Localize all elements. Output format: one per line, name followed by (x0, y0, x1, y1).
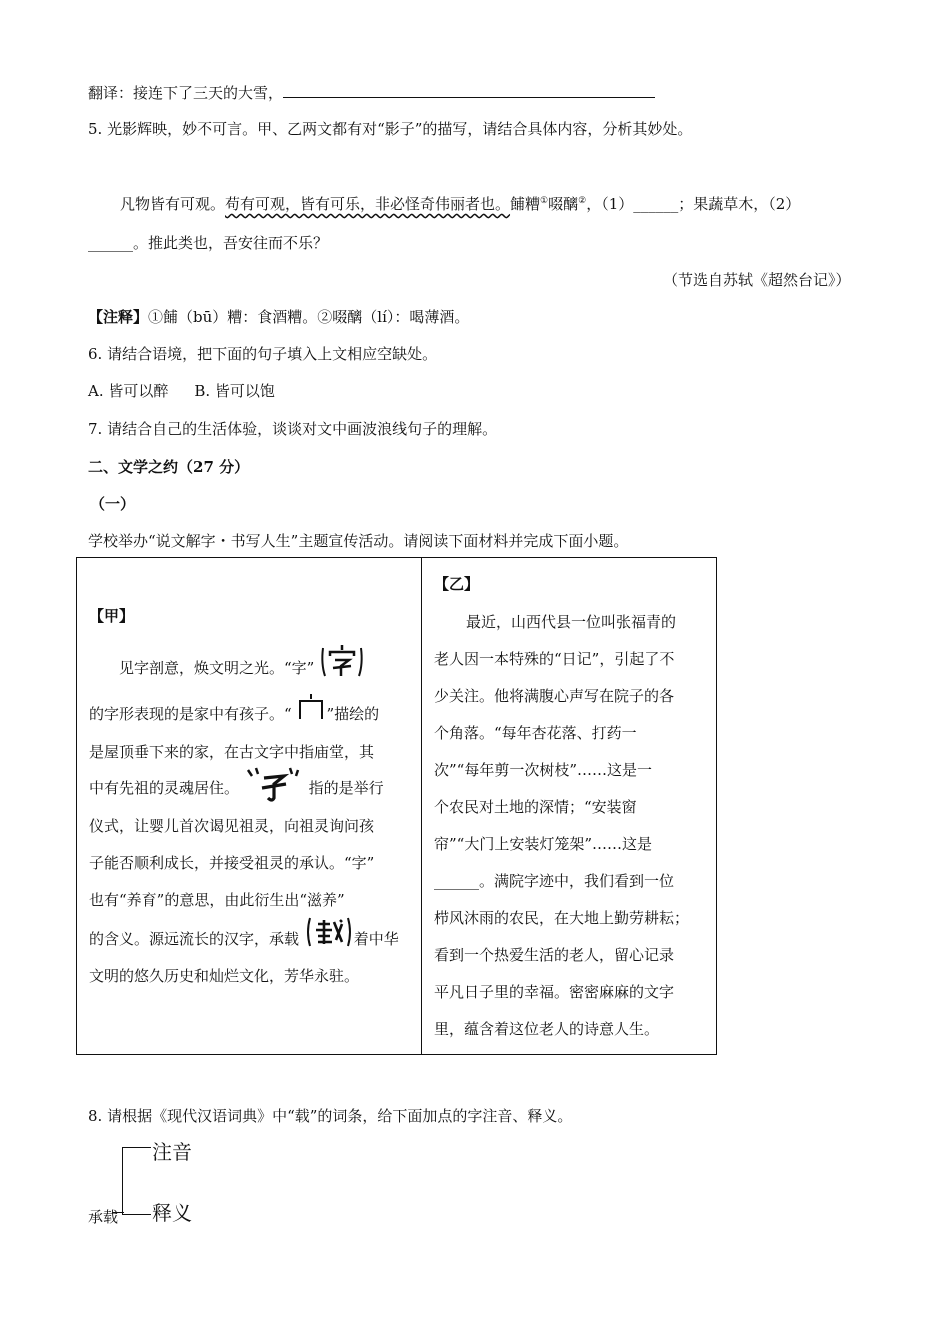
ancient-mian-roof-icon (296, 693, 326, 721)
jia-text-2: 的字形表现的是家中有孩子。“ (89, 705, 292, 723)
question-7: 7. 请结合自己的生活体验，谈谈对文中画波浪线句子的理解。 (88, 420, 498, 438)
jia-text-8: 的含义。源远流长的汉字，承载 (89, 930, 300, 948)
diagram-branch-meaning: 释义 (152, 1201, 192, 1225)
translation-label: 翻译：接连下了三天的大雪， (88, 84, 284, 102)
yi-line-11: 平凡日子里的幸福。密密麻麻的文字 (434, 983, 675, 1001)
question-6: 6. 请结合语境，把下面的句子填入上文相应空缺处。 (88, 345, 438, 363)
yi-line-10: 看到一个热爱生活的老人，留心记录 (434, 946, 675, 964)
yi-line-5: 次”“每年剪一次树枝”……这是一 (434, 761, 653, 779)
question-8: 8. 请根据《现代汉语词典》中“载”的词条，给下面加点的字注音、释义。 (88, 1107, 573, 1125)
jia-line-4 (89, 770, 384, 807)
jia-line-1 (119, 650, 365, 687)
note-line (88, 306, 469, 327)
jia-line-8 (89, 921, 399, 958)
yi-title: 【乙】 (434, 575, 480, 593)
question-5: 5. 光影辉映，妙不可言。甲、乙两文都有对“影子”的描写，请结合具体内容，分析其妙处。 (88, 120, 693, 138)
yi-line-12: 里，蕴含着这位老人的诗意人生。 (434, 1020, 660, 1038)
yi-line-8: ______。满院字迹中，我们看到一位 (434, 872, 675, 890)
footnote-1-marker: ① (540, 196, 549, 206)
translation-line (88, 82, 655, 103)
yi-line-2: 老人因一本特殊的“日记”，引起了不 (434, 650, 675, 668)
ancient-zai-glyph-icon (304, 914, 354, 950)
jia-line-9: 文明的悠久历史和灿烂文化，芳华永驻。 (89, 967, 360, 985)
ancient-zi-child-glyph-icon (244, 764, 304, 804)
option-b: B. 皆可以饱 (194, 382, 275, 400)
note-label: 【注释】 (88, 308, 149, 326)
passage-lead: 凡物皆有可观。 (120, 195, 226, 213)
material-yi (422, 558, 716, 1054)
jia-line-3: 是屋顶垂下来的家，在古文字中指庙堂，其 (89, 743, 375, 761)
passage-line-1 (120, 193, 800, 214)
passage-line-2: ______。推此类也，吾安往而不乐？ (88, 234, 329, 252)
passage-blank-1: ，（1）______；果蔬草木，（2） (586, 195, 801, 213)
jia-text-3: ”描绘的 (326, 705, 380, 723)
material-jia (77, 558, 421, 1054)
yi-line-3: 少关注。他将满腹心声写在院子的各 (434, 687, 675, 705)
footnote-2-marker: ② (578, 196, 587, 206)
jia-line-2 (89, 696, 379, 733)
wavy-underlined-sentence: 苟有可观，皆有可乐，非必怪奇伟丽者也。 (225, 195, 511, 213)
yi-line-9: 栉风沐雨的农民，在大地上勤劳耕耘； (434, 909, 690, 927)
yi-line-4: 个角落。“每年杏花落、打药一 (434, 724, 637, 742)
diagram-branch-pinyin: 注音 (152, 1140, 192, 1164)
note-text: ①餔（bū）糟：食酒糟。②啜醨（lí）：喝薄酒。 (148, 308, 470, 326)
diagram-bracket (122, 1147, 151, 1215)
yi-line-1: 最近，山西代县一位叫张福青的 (466, 613, 677, 631)
yi-line-6: 个农民对土地的深情；“安装窗 (434, 798, 637, 816)
jia-line-7: 也有“养育”的意思，由此衍生出“滋养” (89, 891, 345, 909)
passage-source: （节选自苏轼《超然台记》） (663, 271, 851, 289)
yi-line-7: 帘”“大门上安装灯笼架”……这是 (434, 835, 653, 853)
translation-answer-blank[interactable] (283, 97, 655, 98)
jia-line-6: 子能否顺利成长，并接受祖灵的承认。“字” (89, 854, 375, 872)
ancient-zi-glyph-icon (319, 642, 365, 682)
sub-heading-1: （一） (90, 495, 136, 513)
passage-bu-zao: 餔糟 (510, 195, 541, 213)
activity-intro: 学校举办“说文解字・书写人生”主题宣传活动。请阅读下面材料并完成下面小题。 (88, 532, 629, 550)
jia-text-9: 着中华 (353, 930, 399, 948)
jia-text-5: 指的是举行 (308, 779, 384, 797)
material-table (76, 557, 717, 1055)
jia-line-5: 仪式，让婴儿首次谒见祖灵，向祖灵询问孩 (89, 817, 375, 835)
passage-chuo-li: 啜醨 (548, 195, 579, 213)
section-2-heading: 二、文学之约（27 分） (88, 458, 250, 476)
question-6-options (88, 380, 275, 401)
option-a: A. 皆可以醉 (88, 382, 169, 400)
jia-text-1: 见字剖意，焕文明之光。“字” (119, 659, 315, 677)
diagram-root: 承载 (88, 1208, 119, 1226)
jia-title: 【甲】 (89, 607, 135, 625)
jia-text-4: 中有先祖的灵魂居住。 (89, 779, 240, 797)
